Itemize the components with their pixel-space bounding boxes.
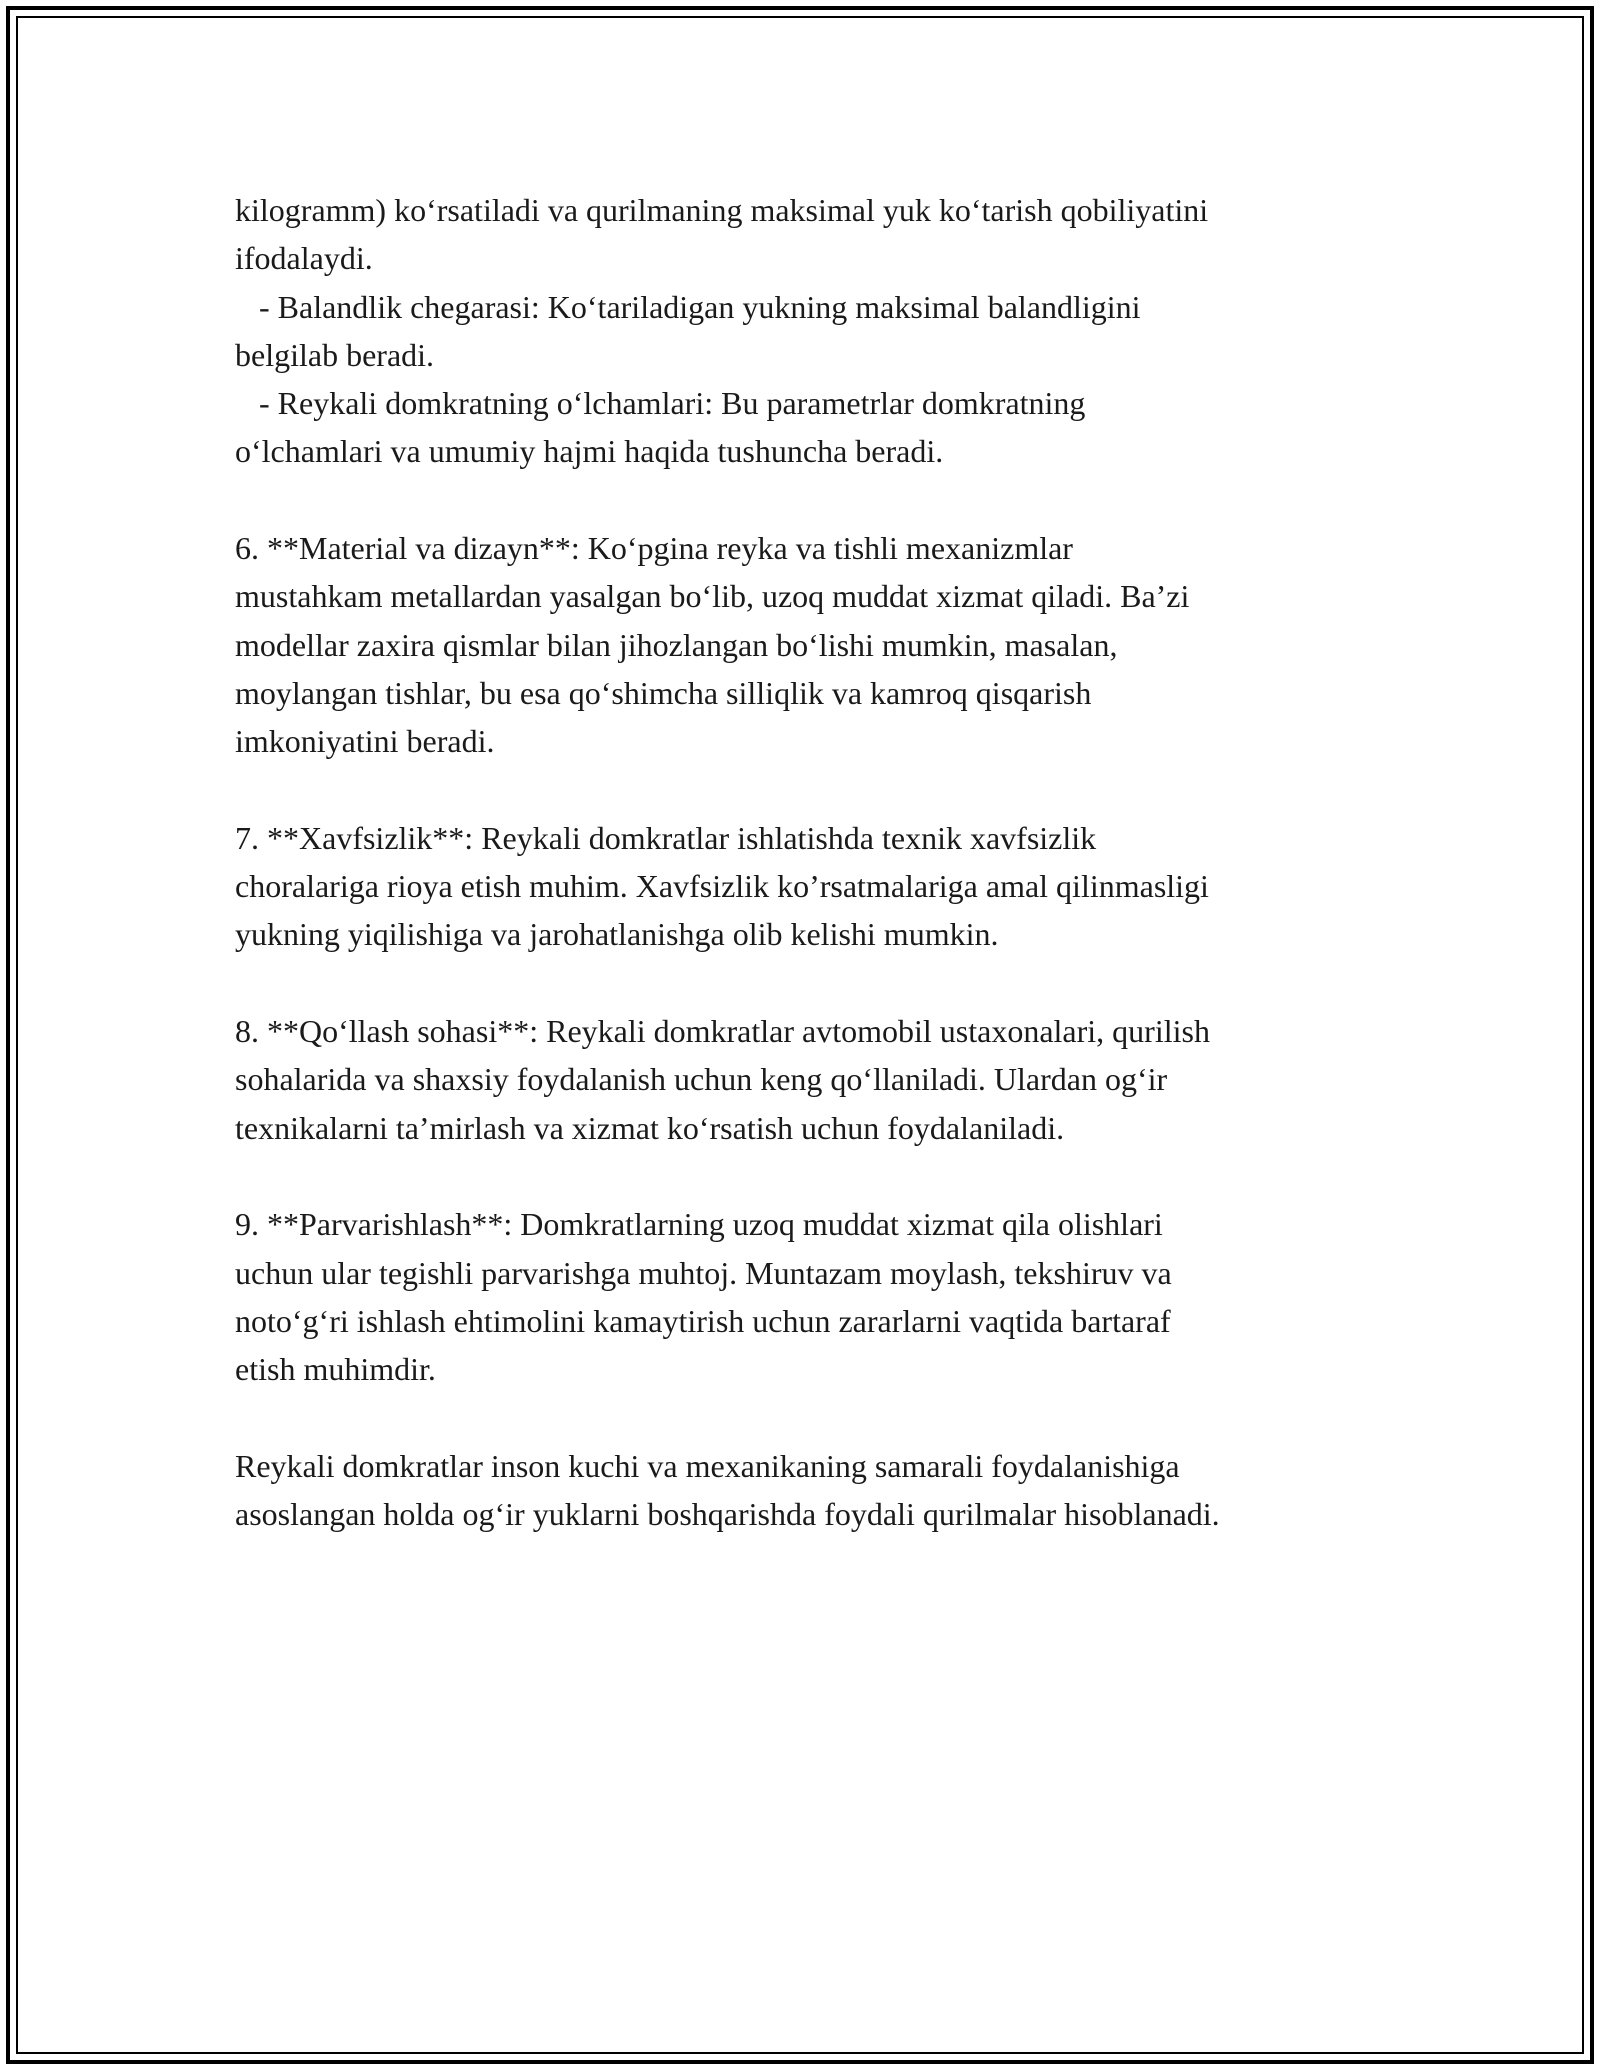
text-line: o‘lchamlari va umumiy hajmi haqida tushuncha beradi. (235, 433, 944, 470)
item-6-material-paragraph (235, 524, 1375, 765)
text-line: 6. **Material va dizayn**: Ko‘pgina reyka va tishli mexanizmlar (235, 530, 1073, 567)
text-line: kilogramm) ko‘rsatiladi va qurilmaning maksimal yuk ko‘tarish qobiliyatini (235, 192, 1209, 228)
text-line: uchun ular tegishli parvarishga muhtoj. Muntazam moylash, tekshiruv va (235, 1254, 1172, 1291)
text-line: Reykali domkratlar inson kuchi va mexanikaning samarali foydalanishiga (235, 1447, 1180, 1484)
text-line: choralariga rioya etish muhim. Xavfsizlik ko’rsatmalariga amal qilinmasligi (235, 868, 1209, 905)
paragraph-spacer (235, 476, 1375, 524)
text-line: etish muhimdir. (235, 1351, 436, 1388)
conclusion-paragraph (235, 1442, 1375, 1539)
text-line: yukning yiqilishiga va jarohatlanishga olib kelishi mumkin. (235, 916, 999, 953)
paragraph-spacer (235, 1393, 1375, 1441)
text-line: 7. **Xavfsizlik**: Reykali domkratlar ishlatishda texnik xavfsizlik (235, 819, 1097, 856)
text-line: sohalarida va shaxsiy foydalanish uchun keng qo‘llaniladi. Ulardan og‘ir (235, 1061, 1168, 1098)
text-line: ifodalaydi. (235, 240, 373, 277)
text-line: modellar zaxira qismlar bilan jihozlangan bo‘lishi mumkin, masalan, (235, 626, 1118, 663)
item-9-maintenance-paragraph (235, 1200, 1375, 1393)
item-8-application-paragraph (235, 1007, 1375, 1152)
text-line: imkoniyatini beradi. (235, 723, 495, 760)
spec-continuation-paragraph (235, 186, 1375, 476)
text-line: texnikalarni ta’mirlash va xizmat ko‘rsatish uchun foydalaniladi. (235, 1109, 1065, 1146)
paragraph-spacer (235, 1152, 1375, 1200)
text-line: 9. **Parvarishlash**: Domkratlarning uzoq muddat xizmat qila olishlari (235, 1206, 1163, 1243)
document-body (235, 186, 1375, 1538)
text-line: belgilab beradi. (235, 336, 435, 373)
text-line: moylangan tishlar, bu esa qo‘shimcha silliqlik va kamroq qisqarish (235, 674, 1092, 711)
text-line: - Balandlik chegarasi: Ko‘tariladigan yukning maksimal balandligini (235, 288, 1141, 325)
text-line: asoslangan holda og‘ir yuklarni boshqarishda foydali qurilmalar hisoblanadi. (235, 1496, 1220, 1533)
text-line: mustahkam metallardan yasalgan bo‘lib, uzoq muddat xizmat qiladi. Ba’zi (235, 578, 1190, 615)
text-line: noto‘g‘ri ishlash ehtimolini kamaytirish uchun zararlarni vaqtida bartaraf (235, 1302, 1171, 1339)
text-line: 8. **Qo‘llash sohasi**: Reykali domkratlar avtomobil ustaxonalari, qurilish (235, 1013, 1210, 1050)
paragraph-spacer (235, 766, 1375, 814)
text-line: - Reykali domkratning o‘lchamlari: Bu parametrlar domkratning (235, 385, 1086, 422)
paragraph-spacer (235, 959, 1375, 1007)
item-7-safety-paragraph (235, 814, 1375, 959)
